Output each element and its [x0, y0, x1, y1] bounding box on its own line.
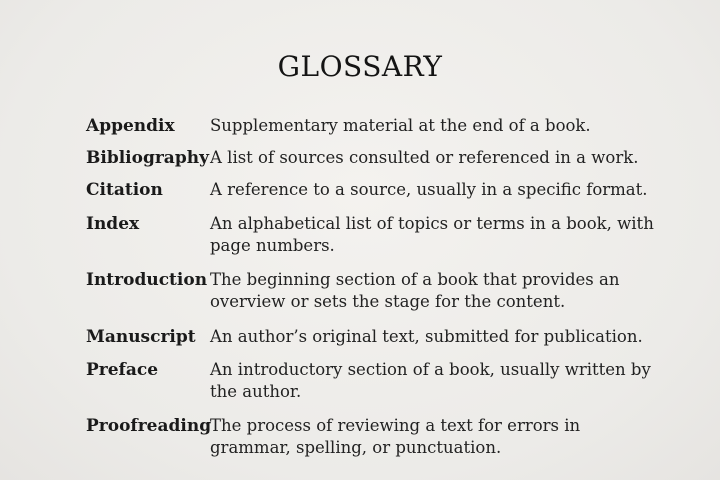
glossary-definition: The beginning section of a book that provides an overview or sets the stage for the content. [210, 270, 620, 311]
glossary-term: Appendix [86, 116, 175, 136]
glossary-definition: Supplementary material at the end of a book. [210, 116, 591, 135]
glossary-definition: The process of reviewing a text for errors in grammar, spelling, or punctuation. [210, 416, 581, 457]
glossary-definition: A list of sources consulted or referenced in a work. [210, 148, 639, 167]
glossary-definition: An introductory section of a book, usually written by the author. [210, 360, 651, 401]
glossary-definition: A reference to a source, usually in a specific format. [210, 180, 648, 199]
glossary-term: Introduction [86, 270, 208, 290]
glossary-term: Citation [86, 180, 163, 200]
glossary-term: Bibliography [86, 148, 209, 168]
glossary-definition: An alphabetical list of topics or terms in a book, with page numbers. [210, 214, 654, 255]
glossary-definition: An author’s original text, submitted for publication. [210, 327, 643, 346]
glossary-term: Index [86, 214, 140, 234]
glossary-term: Proofreading [86, 416, 212, 436]
glossary-term: Preface [86, 360, 159, 380]
page-title: GLOSSARY [277, 50, 443, 83]
glossary-term: Manuscript [86, 327, 196, 347]
